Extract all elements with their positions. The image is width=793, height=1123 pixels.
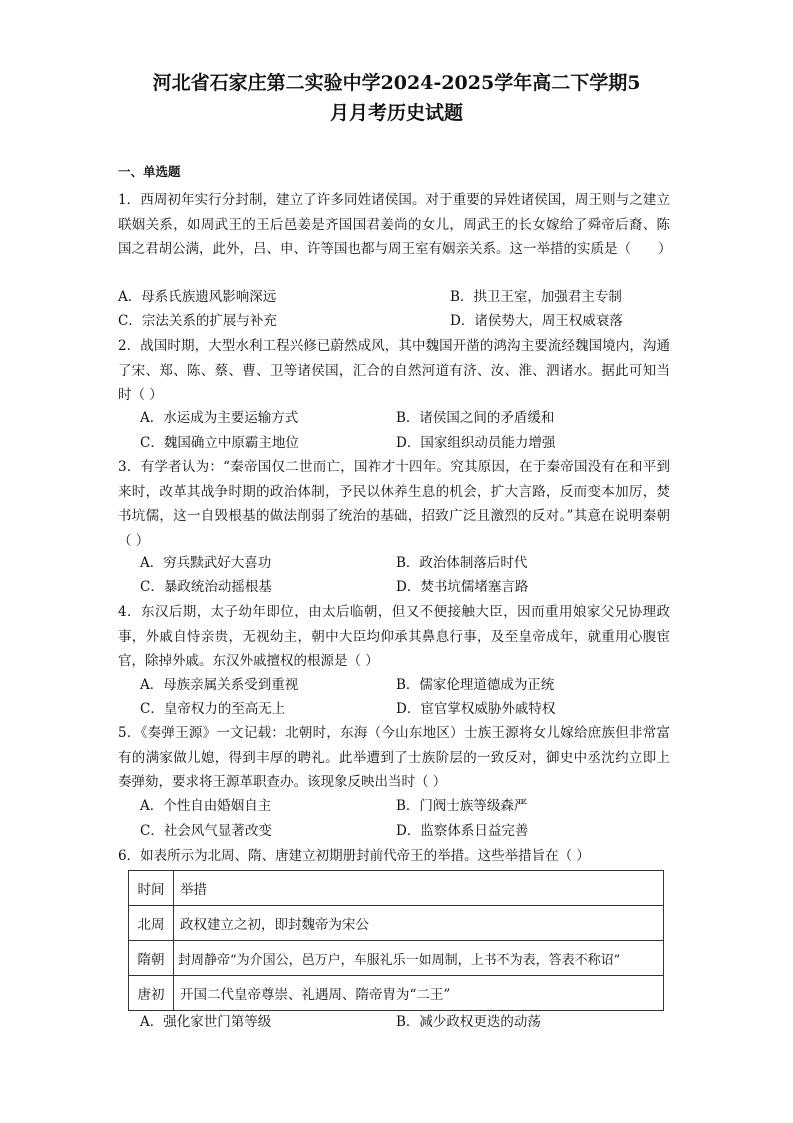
table-cell-period: 北周 [129,906,174,941]
question-6-stem: 6．如表所示为北周、隋、唐建立初期册封前代帝王的举措。这些举措旨在（ ） [118,848,590,864]
table-cell-period: 唐初 [129,976,174,1011]
q5-option-a: A．个性自由婚姻自主 [140,798,272,814]
q5-option-c: C．社会风气显著改变 [140,823,272,839]
q5-option-b: B．门阀士族等级森严 [396,798,528,814]
question-5-stem: 5．《奏弹王源》一文记载：北朝时，东海（今山东地区）士族王源将女儿嫁给庶族但非常富有的满家做儿媳，得到丰厚的聘礼。此举遭到了士族阶层的一致反对，御史中丞沈约立即上奏弹劾，要求将王源革职查办。该现象反映出当时（ ） [118,725,670,790]
measures-table [128,870,664,1011]
question-1-stem: 1．西周初年实行分封制，建立了许多同姓诸侯国。对于重要的异姓诸侯国，周王则与之建立联姻关系，如周武王的王后邑姜是齐国国君姜尚的女儿，周武王的长女嫁给了舜帝后裔、陈国之君胡公满，此外，吕、申、许等国也都与周王室有姻亲关系。这一举措的实质是（ ） [118,192,672,257]
q2-option-c: C．魏国确立中原霸主地位 [140,435,299,451]
q2-option-b: B．诸侯国之间的矛盾缓和 [396,410,555,426]
table-row [129,976,664,1011]
question-3-stem: 3．有学者认为：“秦帝国仅二世而亡，国祚才十四年。究其原因，在于秦帝国没有在和平到来时，改革其战争时期的政治体制，予民以休养生息的机会，扩大言路，反而变本加厉，焚书坑儒，这一自毁根基的做法削弱了统治的基础，招致广泛且激烈的反对。”其意在说明秦朝（ ） [118,459,670,549]
table-cell-measure: 封周静帝“为介国公，邑万户，车服礼乐一如周制，上书不为表，答表不称诏” [174,941,664,976]
q5-option-d: D．监察体系日益完善 [396,823,529,839]
table-header-cell: 举措 [174,871,664,906]
q2-option-a: A．水运成为主要运输方式 [140,410,299,426]
table-header-row [129,871,664,906]
q2-option-d: D．国家组织动员能力增强 [396,435,556,451]
table-cell-measure: 开国二代皇帝尊崇、礼遇周、隋帝胄为“二王” [174,976,664,1011]
q1-option-d: D．诸侯势大，周王权威衰落 [450,313,623,329]
q4-option-a: A．母族亲属关系受到重视 [140,677,299,693]
q1-option-c: C．宗法关系的扩展与补充 [118,313,277,329]
table-header-cell: 时间 [129,871,174,906]
q1-option-b: B．拱卫王室，加强君主专制 [450,289,622,305]
q4-option-c: C．皇帝权力的至高无上 [140,701,286,717]
q6-option-b: B．减少政权更迭的动荡 [396,1014,541,1030]
q6-option-a: A．强化家世门第等级 [140,1014,272,1030]
question-2-stem: 2．战国时期，大型水利工程兴修已蔚然成风，其中魏国开凿的鸿沟主要流经魏国境内，沟通了宋、郑、陈、蔡、曹、卫等诸侯国，汇合的自然河道有济、汝、淮、泗诸水。据此可知当时（ ） [118,338,670,403]
q3-option-c: C．暴政统治动摇根基 [140,579,272,595]
q4-option-b: B．儒家伦理道德成为正统 [396,677,555,693]
table-row [129,906,664,941]
title-line-2: 月月考历史试题 [329,102,463,124]
q3-option-b: B．政治体制落后时代 [396,555,528,571]
document-title [100,68,693,128]
table-cell-period: 隋朝 [129,941,174,976]
title-line-1: 河北省石家庄第二实验中学2024-2025学年高二下学期5 [152,72,641,94]
table-cell-measure: 政权建立之初，即封魏帝为宋公 [174,906,664,941]
question-4-stem: 4．东汉后期，太子幼年即位，由太后临朝，但又不便接触大臣，因而重用娘家父兄协理政事，外戚自恃亲贵，无视幼主，朝中大臣均仰承其鼻息行事，及至皇帝成年，就重用心腹宦官，除掉外戚。东汉外戚擅权的根源是（ ） [118,604,670,669]
q4-option-d: D．宦官掌权威胁外戚特权 [396,701,556,717]
q3-option-a: A．穷兵黩武好大喜功 [140,555,272,571]
table-row [129,941,664,976]
q3-option-d: D．焚书坑儒堵塞言路 [396,579,529,595]
q1-option-a: A．母系氏族遗风影响深远 [118,289,277,305]
section-heading: 一、单选题 [118,164,181,179]
